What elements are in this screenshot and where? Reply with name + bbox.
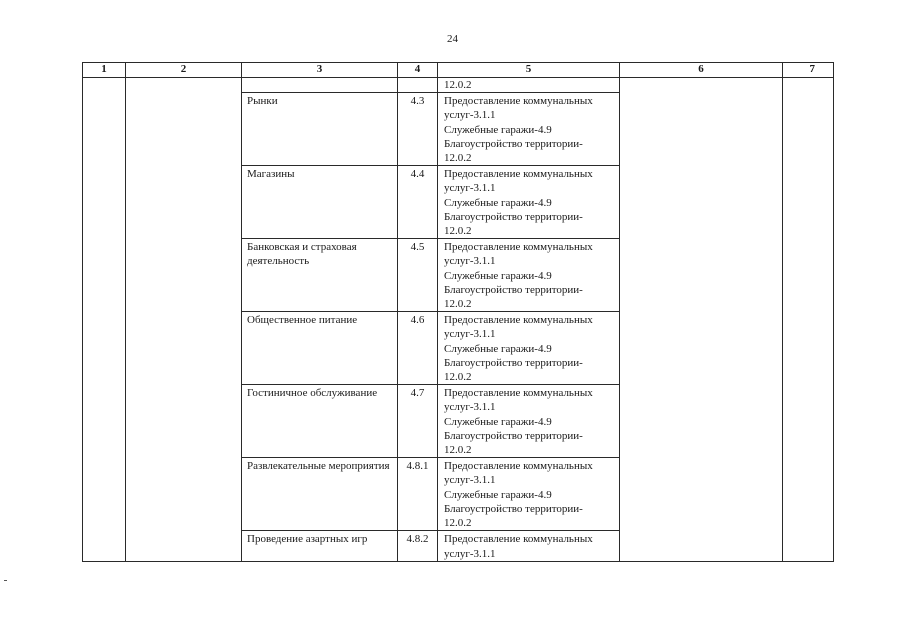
use-name-cell [242,78,398,93]
aux-use-line: Благоустройство территории- [444,283,583,296]
table-header-row [83,63,834,78]
aux-use-line: Благоустройство территории- [444,137,583,150]
aux-use-line: Служебные гаражи-4.9 [444,123,552,136]
aux-use-line: 12.0.2 [444,517,472,530]
use-name-cell: Общественное питание [242,312,398,385]
aux-use-line: услуг-3.1.1 [444,109,496,122]
header-col-5: 5 [438,63,620,78]
aux-use-line: 12.0.2 [444,225,472,238]
use-name-cell: Магазины [242,166,398,239]
aux-uses-cell [438,458,620,531]
aux-use-line: услуг-3.1.1 [444,182,496,195]
use-code-cell: 4.4 [398,166,438,239]
col-1-cell [83,78,126,562]
aux-uses-cell [438,78,620,93]
aux-uses-cell [438,312,620,385]
aux-use-line: Служебные гаражи-4.9 [444,196,552,209]
use-name-cell: Рынки [242,93,398,166]
aux-use-line: Предоставление коммунальных [444,241,593,254]
aux-use-line: Благоустройство территории- [444,356,583,369]
page-number: 24 [447,33,458,45]
aux-use-line: Благоустройство территории- [444,502,583,515]
aux-uses-cell [438,166,620,239]
land-use-table [82,62,834,562]
col-6-cell [620,78,783,562]
header-col-1: 1 [83,63,126,78]
header-col-3: 3 [242,63,398,78]
use-code-cell: 4.7 [398,385,438,458]
aux-use-line: Благоустройство территории- [444,210,583,223]
aux-use-line: Служебные гаражи-4.9 [444,342,552,355]
aux-use-line: Предоставление коммунальных [444,533,593,546]
aux-use-line: Предоставление коммунальных [444,387,593,400]
col-2-cell [126,78,242,562]
use-code-cell: 4.5 [398,239,438,312]
aux-use-line: 12.0.2 [444,298,472,311]
table-row-continuation [83,78,834,93]
header-col-4: 4 [398,63,438,78]
aux-use-line: 12.0.2 [444,371,472,384]
aux-use-line: Предоставление коммунальных [444,168,593,181]
header-col-2: 2 [126,63,242,78]
aux-use-line: услуг-3.1.1 [444,328,496,341]
aux-use-line: 12.0.2 [444,152,472,165]
aux-use-line: 12.0.2 [444,79,472,91]
aux-use-line: Благоустройство территории- [444,429,583,442]
use-code-cell: 4.8.2 [398,531,438,561]
aux-uses-cell [438,239,620,312]
aux-use-line: Служебные гаражи-4.9 [444,269,552,282]
aux-uses-cell [438,531,620,561]
aux-uses-cell [438,385,620,458]
use-code-cell: 4.3 [398,93,438,166]
aux-use-line: Предоставление коммунальных [444,314,593,327]
scan-edge-mark [4,580,7,581]
aux-use-line: Предоставление коммунальных [444,460,593,473]
aux-uses-cell [438,93,620,166]
aux-use-line: 12.0.2 [444,444,472,457]
aux-use-line: Предоставление коммунальных [444,95,593,108]
use-name-cell: Развлекательные мероприятия [242,458,398,531]
aux-use-line: услуг-3.1.1 [444,547,496,560]
use-name-cell: Банковская и страховая деятельность [242,239,398,312]
use-code-cell: 4.8.1 [398,458,438,531]
aux-use-line: услуг-3.1.1 [444,401,496,414]
aux-use-line: Служебные гаражи-4.9 [444,488,552,501]
use-name-cell: Проведение азартных игр [242,531,398,561]
aux-use-line: услуг-3.1.1 [444,255,496,268]
col-7-cell [783,78,834,562]
header-col-6: 6 [620,63,783,78]
use-code-cell [398,78,438,93]
aux-use-line: Служебные гаражи-4.9 [444,415,552,428]
use-code-cell: 4.6 [398,312,438,385]
header-col-7: 7 [783,63,834,78]
use-name-cell: Гостиничное обслуживание [242,385,398,458]
aux-use-line: услуг-3.1.1 [444,474,496,487]
